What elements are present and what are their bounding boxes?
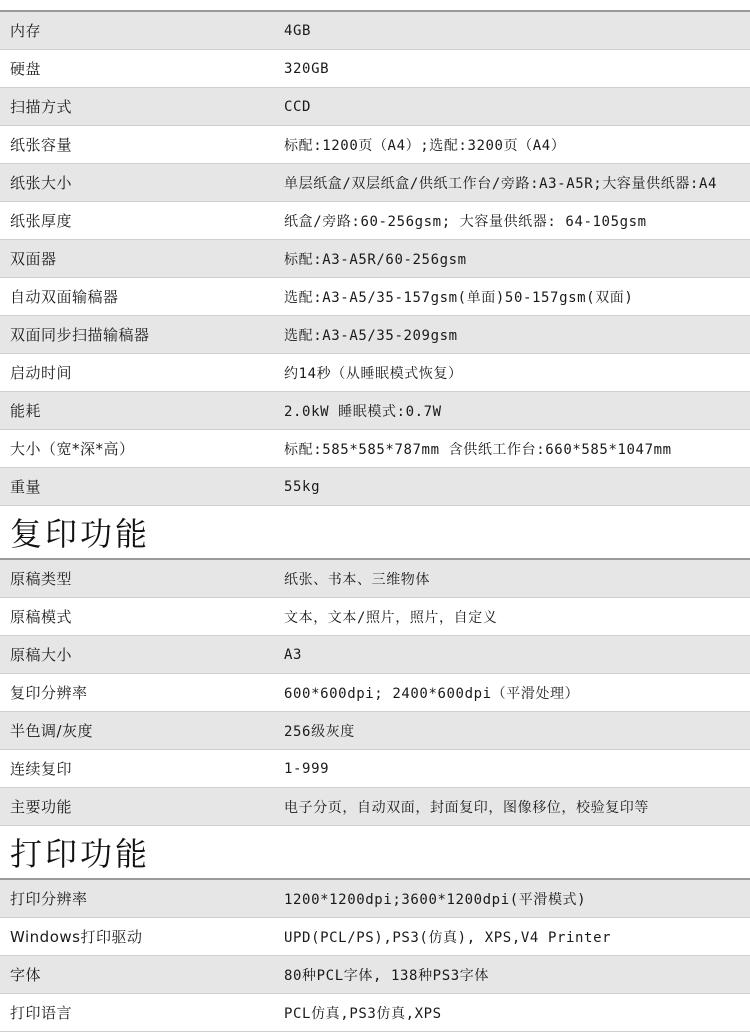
table-row bbox=[0, 316, 750, 354]
row-label: 主要功能 bbox=[10, 798, 73, 816]
row-value: 1200*1200dpi;3600*1200dpi(平滑模式) bbox=[284, 891, 587, 908]
table-row bbox=[0, 126, 750, 164]
table-row bbox=[0, 392, 750, 430]
row-label: 能耗 bbox=[10, 402, 42, 420]
row-value: 选配:A3-A5/35-157gsm(单面)50-157gsm(双面) bbox=[284, 289, 634, 306]
row-value: UPD(PCL/PS),PS3(仿真), XPS,V4 Printer bbox=[284, 929, 612, 946]
row-label: 连续复印 bbox=[10, 760, 73, 778]
table-row bbox=[0, 598, 750, 636]
row-label: 双面器 bbox=[10, 250, 57, 268]
row-label: 自动双面输稿器 bbox=[10, 288, 119, 306]
row-label: 启动时间 bbox=[10, 364, 73, 382]
table-row bbox=[0, 918, 750, 956]
row-value: 标配:A3-A5R/60-256gsm bbox=[284, 251, 467, 268]
table-row bbox=[0, 354, 750, 392]
row-label: 纸张大小 bbox=[10, 174, 73, 192]
row-value: 80种PCL字体, 138种PS3字体 bbox=[284, 967, 489, 984]
row-label: 大小（宽*深*高） bbox=[10, 440, 135, 458]
print-table bbox=[0, 880, 750, 1032]
row-label: 纸张容量 bbox=[10, 136, 73, 154]
row-value: 电子分页，自动双面，封面复印，图像移位，校验复印等 bbox=[284, 799, 649, 816]
row-value: 标配:1200页（A4）;选配:3200页（A4） bbox=[284, 137, 566, 154]
row-value: 纸张、书本、三维物体 bbox=[284, 571, 430, 588]
row-label: 双面同步扫描输稿器 bbox=[10, 326, 150, 344]
row-label: 打印分辨率 bbox=[10, 890, 88, 908]
table-row bbox=[0, 636, 750, 674]
row-label: 重量 bbox=[10, 478, 42, 496]
row-value: A3 bbox=[284, 646, 303, 663]
table-row bbox=[0, 880, 750, 918]
table-row bbox=[0, 560, 750, 598]
print-section-title: 打印功能 bbox=[0, 826, 750, 880]
row-label: 原稿模式 bbox=[10, 608, 73, 626]
row-value: 55kg bbox=[284, 478, 321, 495]
row-label: 内存 bbox=[10, 22, 42, 40]
table-row bbox=[0, 712, 750, 750]
row-value: CCD bbox=[284, 98, 312, 115]
row-value: 1-999 bbox=[284, 760, 330, 777]
row-value: 选配:A3-A5/35-209gsm bbox=[284, 327, 458, 344]
table-row bbox=[0, 788, 750, 826]
row-label: 硬盘 bbox=[10, 60, 42, 78]
row-value: PCL仿真,PS3仿真,XPS bbox=[284, 1005, 442, 1022]
table-row bbox=[0, 674, 750, 712]
row-label: 纸张厚度 bbox=[10, 212, 73, 230]
row-value: 约14秒（从睡眠模式恢复） bbox=[284, 365, 463, 382]
table-row bbox=[0, 88, 750, 126]
row-label: 复印分辨率 bbox=[10, 684, 88, 702]
copy-section-title: 复印功能 bbox=[0, 506, 750, 560]
row-value: 单层纸盒/双层纸盒/供纸工作台/旁路:A3-A5R;大容量供纸器:A4 bbox=[284, 175, 718, 192]
row-label: Windows打印驱动 bbox=[10, 928, 143, 946]
table-row bbox=[0, 164, 750, 202]
row-value: 文本，文本/照片，照片，自定义 bbox=[284, 609, 498, 626]
table-row bbox=[0, 12, 750, 50]
row-value: 256级灰度 bbox=[284, 723, 355, 740]
row-value: 2.0kW 睡眠模式:0.7W bbox=[284, 403, 442, 420]
table-row bbox=[0, 468, 750, 506]
table-row bbox=[0, 202, 750, 240]
row-label: 打印语言 bbox=[10, 1004, 73, 1022]
table-row bbox=[0, 240, 750, 278]
table-row bbox=[0, 430, 750, 468]
row-value: 纸盒/旁路:60-256gsm; 大容量供纸器: 64-105gsm bbox=[284, 213, 647, 230]
table-row bbox=[0, 278, 750, 316]
row-label: 原稿类型 bbox=[10, 570, 73, 588]
copy-table bbox=[0, 560, 750, 826]
row-value: 600*600dpi; 2400*600dpi（平滑处理） bbox=[284, 685, 580, 702]
row-label: 字体 bbox=[10, 966, 42, 984]
row-label: 原稿大小 bbox=[10, 646, 73, 664]
row-value: 标配:585*585*787mm 含供纸工作台:660*585*1047mm bbox=[284, 441, 672, 458]
row-label: 半色调/灰度 bbox=[10, 722, 94, 740]
row-value: 320GB bbox=[284, 60, 330, 77]
table-row bbox=[0, 50, 750, 88]
table-row bbox=[0, 750, 750, 788]
top-border bbox=[0, 0, 750, 12]
table-row bbox=[0, 956, 750, 994]
table-row bbox=[0, 994, 750, 1032]
spec-table bbox=[0, 12, 750, 506]
row-value: 4GB bbox=[284, 22, 312, 39]
row-label: 扫描方式 bbox=[10, 98, 73, 116]
